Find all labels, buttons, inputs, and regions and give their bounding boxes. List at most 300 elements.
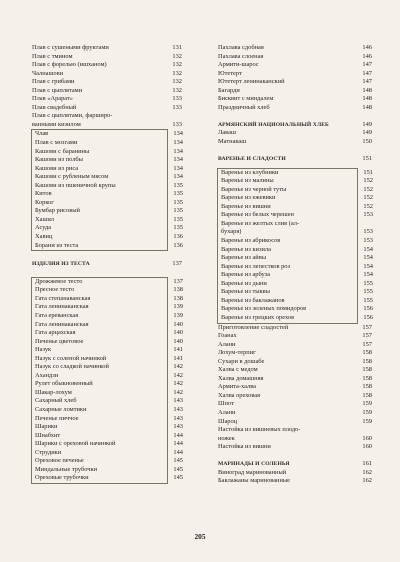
entry-page: 131 [172,44,182,51]
index-entry [32,474,183,483]
index-entry [32,294,183,304]
entry-title: Шарики [35,423,58,431]
entry-page: 148 [362,86,372,94]
index-entry [32,448,183,458]
index-entry [218,288,373,297]
index-entry [218,104,372,113]
index-entry [218,202,373,212]
entry-title: Ореховое печенье [35,457,84,465]
entry-page: 132 [172,61,182,69]
entry-title: Пресное тесто [35,286,75,294]
entry-page: 148 [362,103,372,111]
section-heading-page: 149 [362,120,372,128]
entry-page: 140 [173,329,183,337]
page-number: 205 [194,532,206,541]
entry-title: Кашови из полбы [35,156,83,164]
index-entry [32,121,182,130]
index-entry [218,341,372,350]
index-entry [32,346,183,355]
entry-page: 152 [363,185,373,193]
entry-title: Халва с медом [218,366,258,374]
index-entry [32,87,182,96]
entry-title: Назук с соленой начинкой [35,354,107,362]
index-entry [32,388,183,398]
spacer [218,112,372,121]
entry-title: Настойка из вишневых плодо- [218,426,301,434]
index-entry [32,207,183,216]
index-entry [218,271,373,280]
spacer [32,268,182,277]
entry-title: Варенье из кизила [221,245,271,253]
index-entry [218,237,373,246]
index-entry [218,358,372,367]
index-entry [218,426,372,435]
index-entry [32,53,182,62]
entry-page: 158 [362,391,372,399]
entry-page: 157 [362,323,372,331]
entry-title: Гата степанаванская [35,294,91,302]
index-entry [218,477,372,486]
entry-page: 141 [173,346,183,354]
entry-page: 162 [362,468,372,476]
entry-title: Алани [218,340,236,348]
entry-title: Алани [218,408,236,416]
entry-page: 132 [172,69,182,77]
entry-title: Варенье из вишни [221,202,271,210]
index-entry [218,87,372,96]
entry-page: 136 [173,241,183,249]
index-entry [32,397,183,406]
index-entry [32,147,183,157]
entry-title: Кашови из риса [35,164,79,172]
index-entry [218,44,372,53]
entry-page: 143 [173,405,183,413]
entry-page: 143 [173,397,183,405]
index-entry [218,435,372,444]
index-entry [32,414,183,424]
entry-title: Бисквит с миндалем [218,95,274,103]
entry-page: 144 [173,440,183,448]
entry-title: Печенье пиччое [35,414,79,422]
entry-page: 134 [173,173,183,181]
entry-title: ножек [218,434,235,442]
entry-title: Ореховые трубочки [35,474,89,482]
entry-page: 139 [173,311,183,319]
entry-title: Варенье из зеленых помидоров [221,305,307,313]
entry-title: Гата ленинаканская [35,303,89,311]
entry-page: 153 [363,211,373,219]
spacer [218,147,372,156]
right-bottom-entries [218,324,372,452]
entry-title: Борани из теста [35,241,79,249]
section-heading-text: ИЗДЕЛИЯ ИЗ ТЕСТА [32,260,90,267]
entry-title: Праздничный хлеб [218,103,270,111]
index-entry [32,112,182,121]
index-entry [32,440,183,449]
right-boxed-entries [217,168,373,324]
entry-title: Плав с тмином [32,52,73,60]
entry-page: 137 [173,277,183,285]
index-entry [32,233,183,242]
entry-page: 146 [362,44,372,51]
entry-page: 132 [172,78,182,86]
entry-title: Струдики [35,448,62,456]
entry-page: 147 [362,61,372,69]
entry-page: 134 [173,164,183,172]
entry-page: 157 [362,340,372,348]
entry-title: Варенье из тыквы [221,288,270,296]
index-entry [218,305,373,314]
index-entry [32,224,183,233]
index-entry [218,194,373,203]
entry-page: 146 [362,52,372,60]
entry-page: 158 [362,357,372,365]
entry-title: Багарди [218,86,240,94]
entry-page: 136 [173,233,183,241]
index-entry [218,262,373,272]
spacer [218,452,372,461]
entry-page: 132 [172,52,182,60]
entry-title: Настойка из вишни [218,443,271,451]
entry-title: Варенье из белых черешен [221,211,294,219]
entry-title: Армити-шарос [218,61,259,69]
entry-page: 147 [362,78,372,86]
index-entry [32,337,183,347]
entry-title: Варенье из клубники [221,168,279,176]
entry-title: Ахандзи [35,371,59,379]
index-entry [32,431,183,441]
entry-title: Назук [35,346,52,354]
entry-title: Асуда [35,224,52,232]
index-entry [218,61,372,70]
index-entry [32,190,183,199]
entry-page: 159 [362,417,372,425]
section-heading-text: МАРИНАДЫ И СОЛЕНЬЯ [218,461,290,468]
index-entry [32,465,183,475]
index-entry [32,139,183,148]
entry-title: Шароц [218,417,238,425]
entry-title: Лохум-терпиг [218,349,256,357]
entry-title: Дрожжевое тесто [35,277,83,285]
index-entry [218,138,372,147]
section-heading-text: АРМЯНСКИЙ НАЦИОНАЛЬНЫЙ ХЛЕБ [218,121,329,128]
index-entry [218,296,373,306]
entry-page: 145 [173,465,183,473]
entry-title: Варенье из черной туты [221,185,287,193]
entry-page: 159 [362,400,372,408]
index-entry [218,220,357,229]
entry-page: 157 [362,332,372,340]
index-entry [32,198,183,208]
entry-page: 135 [173,215,183,223]
index-entry [218,409,372,418]
entry-page: 132 [172,86,182,94]
index-entry [218,366,372,375]
entry-page: 134 [173,156,183,164]
index-entry [32,130,183,139]
entry-title: Матнакаш [218,138,247,146]
entry-page: 134 [173,147,183,155]
entry-title: Варенье из абрикосов [221,237,281,245]
index-entry [32,164,183,174]
entry-title: бухаря) [221,228,242,236]
index-entry [32,405,183,415]
index-entry [32,104,182,113]
entry-title: Варенье из арбуза [221,271,271,279]
entry-title: Кашови с рубленым мясом [35,173,109,181]
entry-page: 152 [363,194,373,202]
entry-page: 160 [362,443,372,451]
entry-title: Бумбар рисовый [35,207,80,215]
index-entry [218,383,372,392]
entry-title: Плав с форелью (ишханом) [32,61,107,69]
entry-page: 152 [363,177,373,185]
entry-page: 160 [362,434,372,442]
entry-page: 152 [363,202,373,210]
entry-page: 133 [172,120,182,128]
entry-page: 151 [363,168,373,176]
entry-title: Баклажаны маринованные [218,477,291,485]
entry-title: Халва домашняя [218,374,264,382]
entry-page: 158 [362,366,372,374]
entry-page: 139 [173,303,183,311]
index-entry [218,228,373,237]
entry-page: 134 [173,139,183,147]
index-entry [32,156,183,165]
entry-page: 159 [362,408,372,416]
index-entry [218,375,372,384]
entry-page: 158 [362,383,372,391]
index-entry [32,215,183,225]
index-entry [218,400,372,409]
index-entry [32,329,183,338]
index-entry [32,380,183,389]
entry-title: Варенье из лепестков роз [221,262,291,270]
index-entry [32,95,182,104]
index-entry [218,245,373,255]
index-entry [32,286,183,295]
entry-title: Рулет обыкновенный [35,380,93,388]
entry-page: 133 [172,95,182,103]
index-entry [218,168,373,178]
entry-page: 154 [363,271,373,279]
entry-page: 154 [363,254,373,262]
index-entry [32,181,183,191]
entry-page: 143 [173,414,183,422]
index-entry [218,95,372,104]
index-entry [218,78,372,87]
index-entry [32,61,182,70]
entry-page: 150 [362,138,372,146]
entry-page: 149 [362,129,372,137]
index-entry [218,177,373,186]
entry-page: 162 [362,477,372,485]
entry-title: Плав с цыплятами [32,86,83,94]
entry-title: Плав с мозгами [35,139,78,147]
entry-page: 153 [363,237,373,245]
entry-title: Члав [35,130,49,138]
entry-page: 135 [173,190,183,198]
entry-page: 142 [173,380,183,388]
index-entry [32,363,183,372]
entry-title: Приготовление сладостей [218,323,289,331]
entry-title: ванными кизилом [32,120,81,128]
index-entry [218,469,372,478]
index-entry [32,371,183,381]
entry-title: Кашови из пшеничной крупы [35,181,116,189]
entry-page: 142 [173,363,183,371]
entry-page: 135 [173,207,183,215]
entry-page: 138 [173,286,183,294]
entry-page: 158 [362,349,372,357]
entry-title: Корког [35,198,54,206]
entry-title: Гата ленинаканская [35,320,89,328]
entry-page: 133 [172,103,182,111]
entry-title: Печенье цветовое [35,337,84,345]
entry-title: Кашови с баранины [35,147,90,155]
section-heading-text: ВАРЕНЬЕ И СЛАДОСТИ [218,156,286,163]
entry-page: 144 [173,431,183,439]
index-entry [218,211,373,220]
section-heading-page: 151 [362,155,372,163]
entry-page: 135 [173,181,183,189]
index-entry [32,173,183,182]
index-entry [218,185,373,195]
entry-title: Варенье из дыни [221,279,267,287]
index-entry [218,349,372,358]
entry-title: Шпот [218,400,234,408]
entry-title: Плав с грибами [32,78,75,86]
entry-page: 138 [173,294,183,302]
spacer [32,251,182,260]
entry-title: Сухари в дошабе [218,357,265,365]
entry-page: 154 [363,245,373,253]
entry-page: 154 [363,262,373,270]
left-bottom-entries [31,277,183,484]
left-column [32,44,182,484]
entry-page: 140 [173,320,183,328]
right-end-entries [218,469,372,486]
index-entry [32,44,182,53]
index-entry [32,354,183,364]
index-entry [218,443,372,452]
entry-page: 156 [363,305,373,313]
entry-page: 156 [363,313,373,321]
index-entry [218,254,373,263]
entry-title: Ютетерт [218,69,242,77]
entry-title: Гата арцахская [35,329,76,337]
entry-page: 155 [363,288,373,296]
entry-page: 135 [173,224,183,232]
entry-page: 148 [362,95,372,103]
entry-page: 135 [173,198,183,206]
section-heading-page: 161 [362,460,372,468]
left-top-entries [32,44,182,129]
index-entry [32,78,182,87]
index-entry [32,70,182,79]
right-mid-entries [218,129,372,146]
index-entry [218,129,372,138]
entry-title: Сахарный хлеб [35,397,77,405]
entry-page: 142 [173,388,183,396]
index-entry [32,311,183,321]
entry-page: 143 [173,423,183,431]
section-heading-bread [218,121,372,130]
index-entry [218,324,372,333]
entry-title: Варенье из грецких орехов [221,313,295,321]
entry-title: Чалнашови [32,69,64,77]
entry-page: 142 [173,371,183,379]
entry-title: Шарики с ореховой начинкой [35,440,116,448]
entry-title: Хавиц [35,233,53,241]
entry-title: Хашил [35,215,54,223]
entry-title: Варенье из айвы [221,254,267,262]
index-entry [218,392,372,401]
index-entry [218,418,372,427]
entry-title: Варенье из ежевики [221,194,276,202]
entry-title: Плав свадебный [32,103,77,111]
entry-title: Виноград маринованный [218,468,287,476]
entry-title: Назук со сладкой начинкой [35,363,109,371]
entry-title: Ютетерт ленинаканский [218,78,285,86]
entry-title: Варенье из баклажанов [221,296,285,304]
entry-title: Пахлава сдобная [218,44,264,51]
index-entry [32,320,183,330]
entry-page: 147 [362,69,372,77]
entry-title: Гоанах [218,332,237,340]
entry-title: Сахарные ломтики [35,405,87,413]
index-entry [218,313,373,323]
section-heading-dough [32,260,182,269]
index-entry [32,241,183,251]
entry-title: Лаваш [218,129,236,137]
entry-title: Армита-халва [218,383,256,391]
index-entry [218,332,372,341]
entry-page: 158 [362,374,372,382]
left-boxed-entries [31,129,183,251]
index-entry [218,279,373,289]
entry-page: 155 [363,279,373,287]
index-entry [218,53,372,62]
right-column [218,44,372,486]
entry-page: 141 [173,354,183,362]
entry-title: Гата ереванская [35,311,79,319]
entry-page: 145 [173,474,183,482]
entry-page: 144 [173,448,183,456]
entry-title: Плав с сушеными фруктами [32,44,109,51]
entry-page: 155 [363,296,373,304]
index-entry [218,70,372,79]
section-heading-page: 137 [172,259,182,267]
entry-title: Варенье из желтых слив (ал- [221,219,300,227]
entry-title: Плав с цыплятами, фарширо- [32,112,113,120]
index-entry [32,457,183,466]
entry-title: Плав «Арарат» [32,95,73,103]
entry-title: Шнабхит [35,431,61,439]
entry-title: Пахлава слоеная [218,52,264,60]
index-entry [32,303,183,312]
right-top-entries [218,44,372,112]
index-entry [32,277,183,287]
index-entry [32,423,183,432]
entry-page: 134 [173,130,183,138]
section-heading-pickles [218,460,372,469]
entry-title: Халва ореховая [218,391,261,399]
entry-title: Китов [35,190,52,198]
entry-title: Шакар-лохум [35,388,72,396]
section-heading-jams [218,155,372,164]
entry-page: 140 [173,337,183,345]
